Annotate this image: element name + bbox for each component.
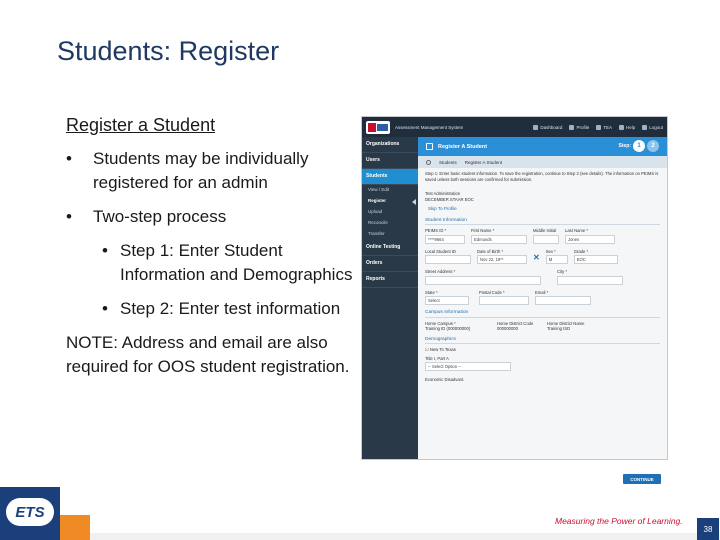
logo-accent — [60, 515, 90, 540]
subhead: Register a Student — [66, 115, 216, 135]
app-topbar — [362, 117, 667, 137]
step-label: Step: — [618, 143, 631, 149]
field-peims: PEIMS ID * ****9664 — [425, 228, 465, 244]
test-admin-value: DECEMBER STAAR EOC — [425, 196, 474, 202]
register-icon — [426, 143, 433, 150]
breadcrumb-students[interactable]: Students — [439, 159, 457, 165]
sub-bullet-step2: • Step 2: Enter test information — [66, 297, 356, 321]
city-input[interactable] — [557, 276, 623, 285]
profile-icon — [569, 125, 574, 130]
sub-bullet-step1: • Step 1: Enter Student Information and Demographics — [66, 239, 356, 287]
slide-content — [66, 113, 356, 379]
form-body — [418, 168, 667, 386]
ets-logo-text: ETS — [6, 498, 54, 526]
sex-select[interactable]: M — [546, 255, 568, 264]
section-campus-info: Campus Information — [425, 310, 660, 318]
form-row-state — [425, 290, 660, 306]
field-street: Street Address * — [425, 269, 541, 285]
topnav-tea[interactable]: TEA — [596, 125, 612, 130]
field-local-id: Local Student ID — [425, 249, 471, 265]
panel-header — [418, 137, 667, 156]
street-input[interactable] — [425, 276, 541, 285]
sidebar-sub-view-edit[interactable]: View / Edit — [368, 187, 390, 192]
topnav-dashboard[interactable]: Dashboard — [533, 125, 562, 130]
last-name-input[interactable]: Jones — [565, 235, 615, 244]
step-description: Step 1: Enter basic student information. To save the registration, continue to Step 2 (see details). The information on PEIMS is saved unless both sessions are confirmed for submission. — [425, 171, 659, 182]
sidebar-sub-reconcile[interactable]: Reconcile — [368, 220, 388, 225]
peims-input[interactable]: ****9664 — [425, 235, 465, 244]
field-home-campus: Home Campus * Training ID (000000000) — [425, 321, 491, 332]
email-input[interactable] — [535, 296, 591, 305]
sidebar-item-organizations[interactable]: Organizations — [362, 137, 418, 153]
field-sex: Sex * M — [546, 249, 568, 265]
field-district-name: Home District Name Training ISD — [547, 320, 585, 331]
dashboard-icon — [533, 125, 538, 130]
field-first-name: First Name * Edmunds — [471, 228, 527, 244]
back-icon[interactable] — [426, 160, 431, 165]
middle-input[interactable] — [533, 235, 559, 244]
tea-logo — [366, 121, 390, 134]
topnav-logout[interactable]: Logout — [642, 125, 663, 130]
field-postal: Postal Code * — [479, 290, 529, 306]
breadcrumb-register: Register A Student — [464, 159, 503, 165]
field-district-code: Home District Code 000000000 — [497, 320, 534, 331]
continue-button[interactable]: CONTINUE — [623, 474, 661, 484]
field-dob: Date of Birth * Nov 22, 19** — [477, 249, 527, 265]
step-1: 1 — [633, 140, 645, 152]
economic-label: Economic Disadvant. — [425, 377, 465, 382]
help-icon — [619, 125, 624, 130]
tagline: Measuring the Power of Learning. — [555, 516, 683, 526]
postal-input[interactable] — [479, 296, 529, 305]
sidebar-sub-register[interactable]: Register — [362, 196, 418, 207]
ets-logo — [0, 487, 60, 540]
test-admin-label: Test Administration — [425, 191, 461, 196]
step-indicator — [619, 140, 660, 152]
top-nav — [533, 125, 663, 130]
field-state: State * Select — [425, 290, 469, 306]
logout-icon — [642, 125, 647, 130]
skip-to-profile-link[interactable]: Skip To Profile — [428, 206, 457, 211]
slide-title: Students: Register — [57, 36, 280, 66]
app-screenshot — [361, 116, 668, 460]
form-row-address — [425, 269, 660, 285]
local-id-input[interactable] — [425, 255, 471, 264]
field-middle: Middle Initial — [533, 228, 559, 244]
first-name-input[interactable]: Edmunds — [471, 235, 527, 244]
form-row-names — [425, 228, 660, 244]
section-student-info: Student Information — [425, 218, 660, 226]
campus-row — [425, 321, 660, 332]
form-row-ids — [425, 249, 660, 265]
grade-select[interactable]: EOC — [574, 255, 618, 264]
sidebar-item-orders[interactable]: Orders — [362, 256, 418, 272]
bullet-individual: • Students may be individually registered for an admin — [66, 147, 356, 195]
section-demographics: Demographics — [425, 337, 660, 345]
system-name: Assessment Management System — [395, 124, 464, 130]
state-select[interactable]: Select — [425, 296, 469, 305]
breadcrumb — [418, 156, 667, 168]
panel-title: Register A Student — [438, 143, 488, 150]
dob-input[interactable]: Nov 22, 19** — [477, 255, 527, 264]
sidebar — [362, 137, 418, 459]
org-icon — [596, 125, 601, 130]
sidebar-sub-transfer[interactable]: Transfer — [368, 231, 385, 236]
field-email: Email * — [535, 290, 591, 306]
title1-select[interactable]: -- Select Option -- — [425, 362, 511, 371]
field-last-name: Last Name * Jones — [565, 228, 615, 244]
note-text: NOTE: Address and email are also required for OOS student registration. — [66, 333, 350, 376]
sidebar-item-students[interactable]: Students — [362, 169, 418, 185]
field-title1: Title I, Part A -- Select Option -- — [425, 356, 511, 372]
topnav-help[interactable]: Help — [619, 125, 635, 130]
topnav-profile[interactable]: Profile — [569, 125, 589, 130]
sidebar-item-users[interactable]: Users — [362, 153, 418, 169]
sidebar-sub-upload[interactable]: Upload — [368, 209, 383, 214]
new-to-texas-checkbox[interactable]: ☐ New To Texas — [425, 347, 456, 352]
clear-x-icon[interactable]: ✕ — [533, 252, 540, 262]
bullet-two-step: • Two-step process — [66, 205, 356, 229]
footer-strip — [90, 533, 720, 540]
home-campus-select[interactable]: Training ID (000000000) — [425, 326, 471, 331]
sidebar-item-online-testing[interactable]: Online Testing — [362, 240, 418, 256]
page-number: 38 — [697, 518, 719, 540]
sidebar-item-reports[interactable]: Reports — [362, 272, 418, 288]
field-city: City * — [557, 269, 623, 285]
field-grade: Grade * EOC — [574, 249, 618, 265]
step-2: 2 — [647, 140, 659, 152]
main-panel — [418, 137, 667, 459]
